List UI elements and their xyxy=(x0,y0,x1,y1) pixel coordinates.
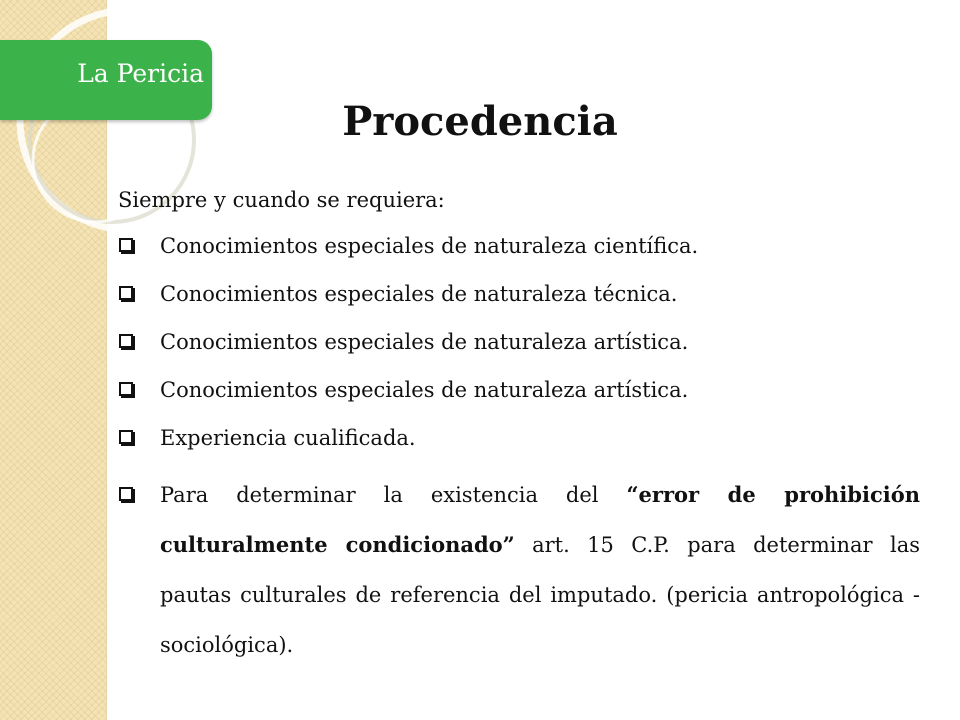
slide-title: Procedencia xyxy=(342,98,618,145)
checkbox-bullet-icon xyxy=(119,430,133,444)
list-item-paragraph xyxy=(160,470,920,670)
checkbox-bullet-icon xyxy=(119,382,133,396)
list-item-text: Conocimientos especiales de naturaleza técnica. xyxy=(160,282,678,306)
intro-text: Siempre y cuando se requiera: xyxy=(118,188,445,212)
list-item-long xyxy=(118,470,920,670)
checkbox-bullet-icon xyxy=(119,286,133,300)
list-item-text: Conocimientos especiales de naturaleza artística. xyxy=(160,378,689,402)
paragraph-prefix: Para determinar la existencia del xyxy=(160,483,627,507)
paragraph-highlight: “error de prohibición culturalmente condicionado” xyxy=(160,482,920,557)
list-item-text: Conocimientos especiales de naturaleza artística. xyxy=(160,330,689,354)
paragraph-suffix: art. 15 C.P. para determinar las pautas culturales de referencia del imputado. (pericia antropológica - sociológica). xyxy=(160,533,920,657)
section-tab-label: La Pericia xyxy=(77,59,204,88)
checkbox-bullet-icon xyxy=(119,487,133,501)
checkbox-bullet-icon xyxy=(119,238,133,252)
list-item-text: Conocimientos especiales de naturaleza científica. xyxy=(160,234,699,258)
checkbox-bullet-icon xyxy=(119,334,133,348)
list-item-text: Experiencia cualificada. xyxy=(160,426,416,450)
